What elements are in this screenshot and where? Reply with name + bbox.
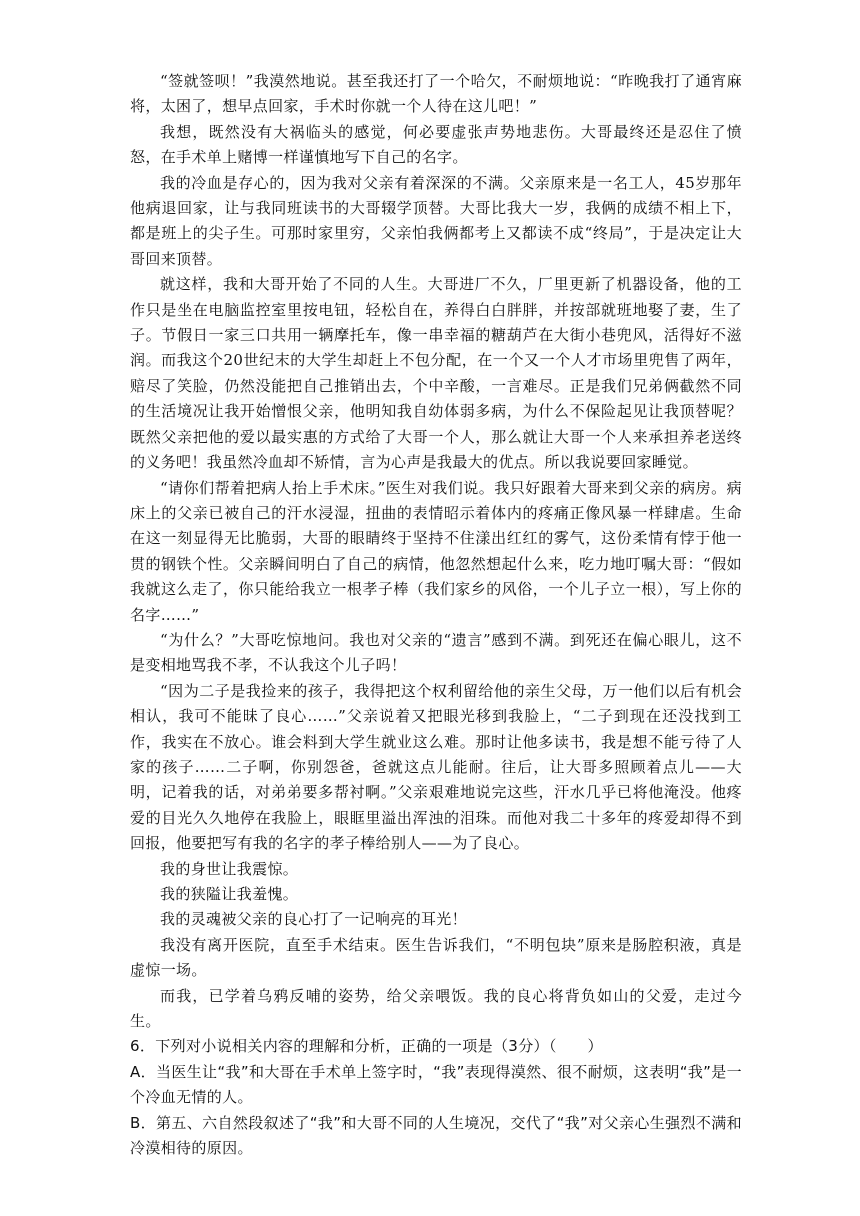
paragraph: “因为二子是我捡来的孩子，我得把这个权利留给他的亲生父母，万一他们以后有机会相认，我可不能昧了良心……”父亲说着又把眼光移到我脸上，“二子到现在还没找到工作，我实在不放心。谁会料到大学生就业这么难。那时让他多读书，我是想不能亏待了人家的孩子……二子啊，你别怨爸，爸就这点儿能耐。往后，让大哥多照顾着点儿——大明，记着我的话，对弟弟要多帮衬啊。”父亲艰难地说完这些，汗水几乎已将他淹没。他疼爱的目光久久地停在我脸上，眼眶里溢出浑浊的泪珠。而他对我二十多年的疼爱却得不到回报，他要把写有我的名字的孝子棒给别人——为了良心。: [130, 681, 742, 853]
question-stem: 6．下列对小说相关内容的理解和分析，正确的一项是（3分）（ ）: [130, 1037, 603, 1056]
paragraph: 我想，既然没有大祸临头的感觉，何必要虚张声势地悲伤。大哥最终还是忍住了愤怒，在手术单上赌博一样谨慎地写下自己的名字。: [130, 122, 742, 167]
paragraph: 我的狭隘让我羞愧。: [160, 885, 299, 903]
paragraph: 我的身世让我震惊。: [160, 859, 299, 878]
paragraph: “请你们帮着把病人抬上手术床。”医生对我们说。我只好跟着大哥来到父亲的病房。病床上的父亲已被自己的汗水浸湿，扭曲的表情昭示着体内的疼痛正像风暴一样肆虐。生命在这一刻显得无比脆弱，大哥的眼睛终于坚持不住漾出红红的雾气，这份柔情有悖于他一贯的钢铁个性。父亲瞬间明白了自己的病情，他忽然想起什么来，吃力地叮嘱大哥：“假如我就这么走了，你只能给我立一根孝子棒（我们家乡的风俗，一个儿子立一根），写上你的名字……”: [130, 478, 742, 624]
paragraph: 而我，已学着乌鸦反哺的姿势，给父亲喂饭。我的良心将背负如山的父爱，走过今生。: [130, 986, 742, 1031]
paragraph: 就这样，我和大哥开始了不同的人生。大哥进厂不久，厂里更新了机器设备，他的工作只是坐在电脑监控室里按电钮，轻松自在，养得白白胖胖，并按部就班地娶了妻，生了子。节假日一家三口共用一辆摩托车，像一串幸福的糖葫芦在大街小巷兜风，活得好不滋润。而我这个20世纪末的大学生却赶上不包分配，在一个又一个人才市场里兜售了两年，赔尽了笑脸，仍然没能把自己推销出去，个中辛酸，一言难尽。正是我们兄弟俩截然不同的生活境况让我开始憎恨父亲，他明知我自幼体弱多病，为什么不保险起见让我顶替呢？既然父亲把他的爱以最实惠的方式给了大哥一个人，那么就让大哥一个人来承担养老送终的义务吧！我虽然冷血却不矫情，言为心声是我最大的优点。所以我说要回家睡觉。: [130, 275, 742, 472]
paragraph: 我没有离开医院，直至手术结束。医生告诉我们，“不明包块”原来是肠腔积液，真是虚惊一场。: [130, 935, 742, 980]
answer-option-b: B．第五、六自然段叙述了“我”和大哥不同的人生境况，交代了“我”对父亲心生强烈不满和冷漠相待的原因。: [130, 1113, 742, 1158]
paragraph: 我的冷血是存心的，因为我对父亲有着深深的不满。父亲原来是一名工人，45岁那年他病退回家，让与我同班读书的大哥辍学顶替。大哥比我大一岁，我俩的成绩不相上下，都是班上的尖子生。可那时家里穷，父亲怕我俩都考上又都读不成“终局”，于是决定让大哥回来顶替。: [130, 173, 742, 268]
document-page: [130, 69, 742, 1161]
paragraph: “为什么？”大哥吃惊地问。我也对父亲的“遗言”感到不满。到死还在偏心眼儿，这不是变相地骂我不孝，不认我这个儿子吗！: [130, 630, 742, 675]
paragraph: 我的灵魂被父亲的良心打了一记响亮的耳光！: [160, 910, 468, 929]
paragraph: “签就签呗！”我漠然地说。甚至我还打了一个哈欠，不耐烦地说：“昨晚我打了通宵麻将，太困了，想早点回家，手术时你就一个人待在这儿吧！”: [130, 72, 742, 116]
answer-option-a: A．当医生让“我”和大哥在手术单上签字时，“我”表现得漠然、很不耐烦，这表明“我”是一个冷血无情的人。: [130, 1062, 742, 1107]
